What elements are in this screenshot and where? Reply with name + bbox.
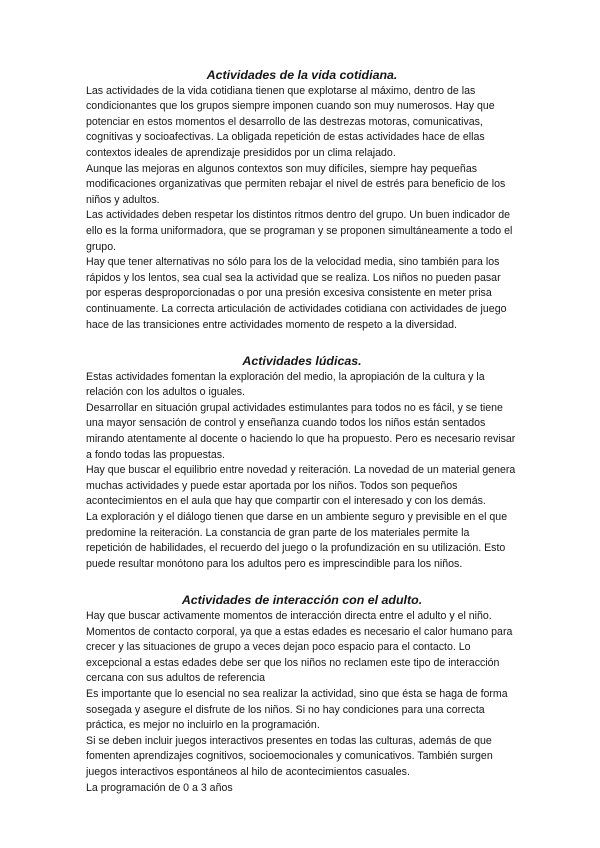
document-page [86,68,518,796]
paragraph: Las actividades de la vida cotidiana tienen que explotarse al máximo, dentro de las condicionantes que los grupos siempre imponen cuando son muy numerosos. Hay que potenciar en estos momentos el desarrollo de las destrezas motoras, comunicativas, cognitivas y socioafectivas. La obligada repetición de estas actividades hace de ellas contextos ideales de aprendizaje presididos por un clima relajado. [86,84,495,159]
paragraph: Si se deben incluir juegos interactivos presentes en todas las culturas, además de que fomenten aprendizajes cognitivos, socioemocionales y comunicativos. También surgen juegos interactivos espontáneos al hilo de acontecimientos casuales. [86,734,493,778]
section-spacer [86,572,518,593]
paragraph: Las actividades deben respetar los distintos ritmos dentro del grupo. Un buen indicador de ello es la forma uniformadora, que se programan y se proponen simultáneamente a todo el grupo. [86,209,513,253]
paragraph: Hay que tener alternativas no sólo para los de la velocidad media, sino también para los rápidos y los lentos, sea cual sea la actividad que se realiza. Los niños no pueden pasar por esperas desproporcionadas o por una presión excesiva consistente en meter prisa continuamente. La correcta articulación de actividades cotidiana con actividades de juego hace de las transiciones entre actividades momento de respeto a la diversidad. [86,256,507,331]
paragraph: Hay que buscar el equilibrio entre novedad y reiteración. La novedad de un material genera muchas actividades y puede estar aportada por los niños. Todos son pequeños acontecimientos en el aula que hay que compartir con el interesado y con los demás. [86,464,516,508]
section-title: Actividades de la vida cotidiana. [206,68,398,82]
paragraph: Aunque las mejoras en algunos contextos son muy difíciles, siempre hay pequeñas modificaciones organizativas que permiten rebajar el nivel de estrés para beneficio de los niños y adultos. [86,162,506,206]
paragraph: Desarrollar en situación grupal actividades estimulantes para todos no es fácil, y se tiene una mayor sensación de control y enseñanza cuando todos los niños están sentados mirando atentamente al docente o haciendo lo que ha propuesto. Pero es necesario revisar a fondo todas las propuestas. [86,401,516,461]
paragraph: Hay que buscar activamente momentos de interacción directa entre el adulto y el niño. Momentos de contacto corporal, ya que a estas edades es necesario el calor humano para crecer y las situaciones de grupo a veces dejan poco espacio para el contacto. Lo excepcional a estas edades debe ser que los niños no reclamen este tipo de interacción cercana con sus adultos de referencia [86,610,513,685]
section-title: Actividades lúdicas. [242,354,362,369]
paragraph: Estas actividades fomentan la exploración del medio, la apropiación de la cultura y la relación con los adultos o iguales. [86,370,485,399]
paragraph: Es importante que lo esencial no sea realizar la actividad, sino que ésta se haga de forma sosegada y asegure el disfrute de los niños. Si no hay condiciones para una correcta práctica, es mejor no incluirlo en la programación. [86,687,508,732]
paragraph: La exploración y el diálogo tienen que darse en un ambiente seguro y previsible en el que predomine la reiteración. La constancia de gran parte de los materiales permite la repetición de habilidades, el recuerdo del juego o la profundización en su utilización. Esto puede resultar monótono para los adultos pero es imprescindible para los niños. [86,511,508,570]
paragraph: La programación de 0 a 3 años [86,781,233,794]
section-spacer [86,333,518,354]
section-title: Actividades de interacción con el adulto. [181,593,423,608]
